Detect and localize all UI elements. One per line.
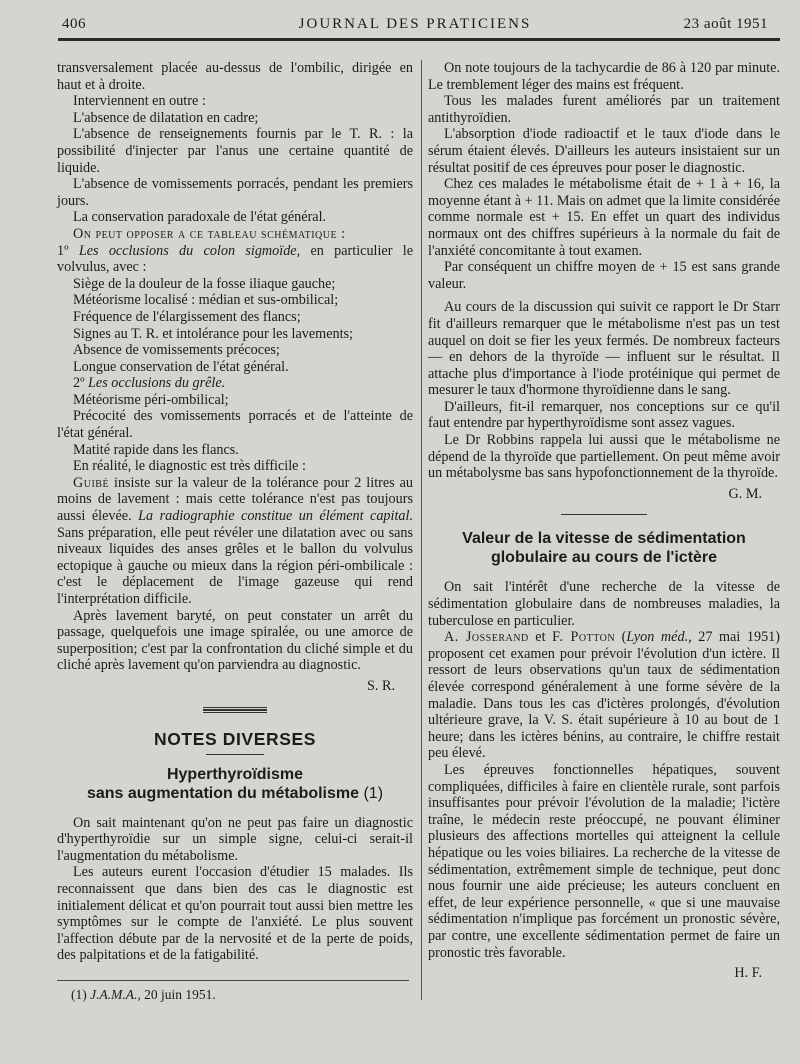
- paragraph: On sait l'intérêt d'une recherche de la vitesse de sédimentation globulaire dans de nombreuses maladies, la tuberculose en particulier.: [428, 579, 780, 629]
- footnote-source: J.A.M.A.,: [90, 986, 141, 1002]
- paragraph: transversalement placée au-dessus de l'ombilic, dirigée en haut et à droite.: [57, 60, 413, 93]
- paragraph: Au cours de la discussion qui suivit ce rapport le Dr Starr fit d'ailleurs remarquer que le métabolisme n'est pas un test auquel on doit se fier les yeux fermés. De nombreux facteurs — en dehors de la thyroïde — influent sur le résultat. Il attache plus d'importance à l'iode protéinique qui permet de mesurer le taux d'hormone thyroïdienne dans le sang.: [428, 299, 780, 399]
- article-separator: [561, 514, 647, 515]
- paragraph: [57, 243, 413, 276]
- article-title-line: Valeur de la vitesse de sédimentation: [462, 530, 746, 548]
- header-rule: [58, 38, 780, 41]
- list-number: 1º: [57, 242, 69, 259]
- paragraph: Après lavement baryté, on peut constater un arrêt du passage, quelquefois une image spiralée, ou une amorce de superposition; c'est par la confrontation du cliché simple et du cliché après lavement qu'on parviendra au diagnostic.: [57, 607, 413, 674]
- column-divider: [421, 60, 422, 1000]
- left-column: [57, 60, 413, 1004]
- issue-date: 23 août 1951: [683, 16, 768, 32]
- paragraph: On note toujours de la tachycardie de 86 à 120 par minute. Le tremblement léger des mains est fréquent.: [428, 60, 780, 93]
- footnote-rule: [57, 980, 409, 981]
- list-number: 2º: [73, 375, 85, 392]
- article-title-line: Hyperthyroïdisme: [166, 765, 304, 783]
- list-item: Absence de vomissements précoces;: [73, 342, 280, 359]
- page-number: 406: [62, 16, 86, 32]
- paragraph: En réalité, le diagnostic est très difficile :: [73, 458, 306, 475]
- paragraph: La conservation paradoxale de l'état général.: [73, 209, 327, 226]
- paragraph: [428, 629, 780, 762]
- footnote-number: (1): [71, 986, 87, 1002]
- paragraph: [57, 475, 413, 608]
- italic-phrase: La radiographie constitue un élément capital.: [138, 508, 413, 525]
- article-title: [428, 529, 780, 567]
- paragraph: Interviennent en outre :: [73, 93, 206, 110]
- signature-initials: S. R.: [367, 677, 395, 694]
- list-item: Précocité des vomissements porracés et de l'atteinte de l'état général.: [57, 408, 413, 442]
- paragraph: Par conséquent un chiffre moyen de + 15 est sans grande valeur.: [428, 259, 780, 292]
- list-item: Fréquence de l'élargissement des flancs;: [73, 308, 301, 325]
- subheading: On peut opposer a ce tableau schématique :: [73, 225, 346, 242]
- text-run: et: [528, 629, 553, 646]
- list-item: Siège de la douleur de la fosse iliaque gauche;: [73, 275, 336, 292]
- right-column: [428, 60, 780, 982]
- paragraph-gap: [428, 292, 780, 299]
- paragraph: Les épreuves fonctionnelles hépatiques, souvent compliquées, difficiles à faire en clientèle rurale, sont parfois insuffisantes pour prévoir l'évolution de la maladie; l'ictère traîne, le médecin reste préoccupé, ne pouvant éliminer plusieurs des affections mortelles qui atteignent la cellule hépatique ou les voies biliaires. La recherche de la vitesse de sédimentation, extrêmement simple de technique, peut donc nous fournir une aide précieuse; les auteurs concluent en effet, de leur expérience personnelle, « que si une mauvaise sédimentation n'implique pas forcément un pronostic sévère, par contre, une excellente sédimentation permet de faire un pronostic très favorable.: [428, 761, 780, 961]
- article-title-line: [57, 784, 413, 803]
- text-run: Sans préparation, elle peut révéler une dilatation avec ou sans niveaux liquides des anses grêles et le ballon du volvulus ectopique à gauche ou mieux dans la région péri-ombilicale : c'est le déplacement de l'image gazeuse qui rend l'interprétation difficile.: [57, 524, 413, 607]
- signature-initials: H. F.: [734, 965, 762, 982]
- text-run: 27 mai 1951) proposent cet examen pour prévoir l'évolution d'un ictère. Il ressort de leurs observations qu'un taux de sédimentation élevée correspond généralement à une forme sévère de la maladie. Dans tous les cas d'ictères prolongés, d'évolution ultérieure grave, la V. S. était supérieure à 10 au bout de 1 heure; dans les ictères bénins, au contraire, le chiffre restait peu élevé.: [428, 629, 780, 762]
- article-title: [57, 765, 413, 803]
- paragraph: [57, 375, 413, 392]
- author-name: A. Josserand: [444, 629, 529, 646]
- text-run: (: [615, 629, 627, 646]
- paragraph: On sait maintenant qu'on ne peut pas faire un diagnostic d'hyperthyroïdie sur un simple signe, celui-ci serait-il l'augmentation du métabolisme.: [57, 814, 413, 864]
- italic-term: Les occlusions du grêle.: [88, 375, 226, 392]
- journal-name: JOURNAL DES PRATICIENS: [298, 16, 532, 32]
- paragraph: L'absence de dilatation en cadre;: [73, 109, 259, 126]
- article-title-line: globulaire au cours de l'ictère: [490, 549, 718, 567]
- section-rule: [206, 754, 264, 755]
- signature-initials: G. M.: [728, 485, 762, 502]
- ornament-rule: [203, 707, 267, 713]
- paragraph: L'absence de renseignements fournis par le T. R. : la possibilité d'injecter par l'anus une certaine quantité de liquide.: [57, 126, 413, 176]
- italic-term: Les occlusions du colon sigmoïde,: [78, 242, 301, 259]
- paragraph: Chez ces malades le métabolisme était de + 1 à + 16, la moyenne étant à + 11. Mais on admet que la limite considérée comme normale est + 15. En effet un quart des individus normaux ont des chiffres supérieurs à la normale du fait de l'anxiété concomitante à tout examen.: [428, 176, 780, 259]
- footnote: [57, 987, 413, 1004]
- footnote-ref: (1): [359, 784, 384, 802]
- article-title-text: sans augmentation du métabolisme: [86, 784, 360, 802]
- author-name: F. Potton: [552, 629, 616, 646]
- text-run: insiste sur la valeur de la tolérance pour 2 litres au moins de lavement : mais cette tolérance n'est pas toujours aussi élevée.: [57, 474, 413, 525]
- footnote-date: 20 juin 1951.: [140, 986, 216, 1002]
- list-item: Météorisme localisé : médian et sus-ombilical;: [73, 292, 339, 309]
- section-title: NOTES DIVERSES: [153, 728, 317, 749]
- paragraph: Le Dr Robbins rappela lui aussi que le métabolisme ne dépend de la thyroïde que partiellement. On peut même avoir un métabolysme bas sans hypofonctionnement de la thyroïde.: [428, 432, 780, 482]
- paragraph: D'ailleurs, fit-il remarquer, nos conceptions sur ce qu'il faut entendre par hyperthyroïdisme sont assez vagues.: [428, 398, 780, 432]
- list-item: Météorisme péri-ombilical;: [73, 391, 229, 408]
- paragraph: L'absence de vomissements porracés, pendant les premiers jours.: [57, 176, 413, 209]
- paragraph: Les auteurs eurent l'occasion d'étudier 15 malades. Ils reconnaissent que dans bien des cas le diagnostic est initialement délicat et qu'on pourrait tout aussi bien mettre les symptômes sur le compte de l'anxiété. Le plus souvent l'affection débute par de la nervosité et de la perte de poids, des palpitations et de la fatigabilité.: [57, 864, 413, 964]
- author-name: Guibé: [73, 474, 110, 491]
- list-item: Longue conservation de l'état général.: [73, 358, 289, 375]
- list-item: Matité rapide dans les flancs.: [73, 441, 239, 458]
- list-item: Signes au T. R. et intolérance pour les lavements;: [73, 325, 354, 342]
- text-run: en particulier le volvulus, avec :: [57, 242, 413, 276]
- journal-citation: Lyon méd.,: [626, 629, 692, 646]
- page-header: [62, 16, 768, 36]
- paragraph: L'absorption d'iode radioactif et le taux d'iode dans le sérum étaient élevés. D'ailleurs les auteurs insistaient sur un résultat positif de ces épreuves pour poser le diagnostic.: [428, 126, 780, 176]
- paragraph: Tous les malades furent améliorés par un traitement antithyroïdien.: [428, 93, 780, 126]
